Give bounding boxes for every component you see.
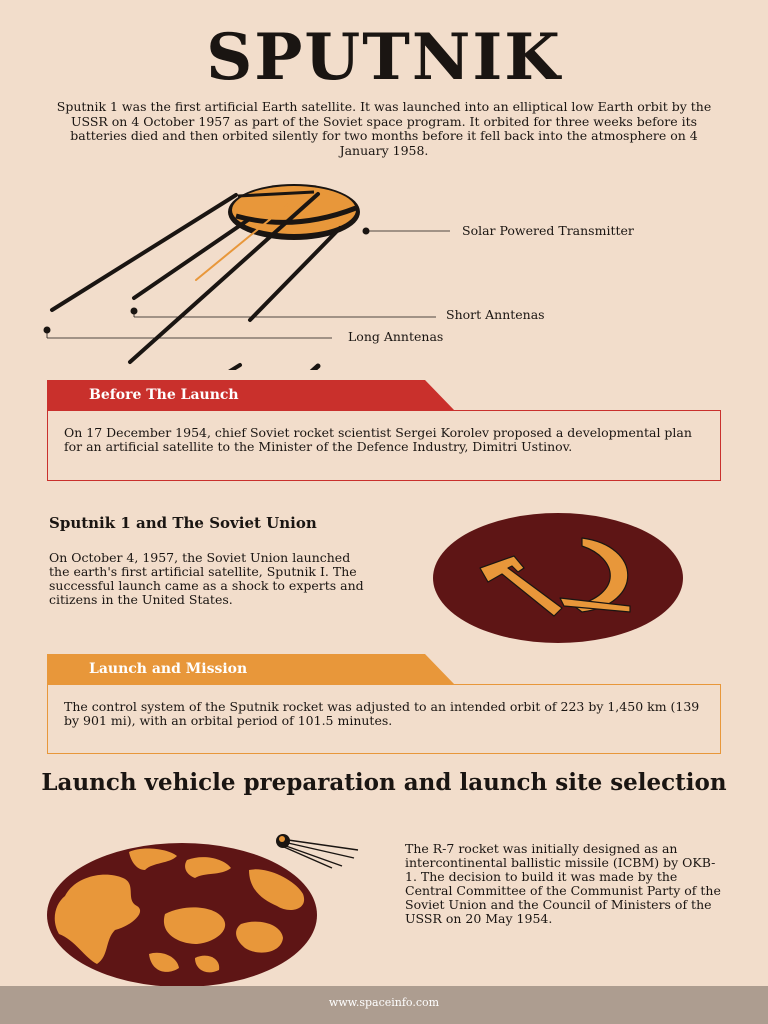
- hammer-and-sickle-icon: [432, 512, 684, 644]
- callout-long-line: [44, 327, 333, 339]
- callout-transmitter-line: [363, 228, 451, 235]
- intro-paragraph: Sputnik 1 was the first artificial Earth satellite. It was launched into an elliptical low Earth orbit by the USSR on 4 October 1957 as part of the Soviet space program. It orbited for three weeks before its batteries died and then orbited silently for two months before it fell back into the atmosphere on 4 January 1958.: [56, 99, 712, 158]
- label-short-antennas: Short Anntenas: [446, 307, 545, 322]
- launch-vehicle-text: The R-7 rocket was initially designed as an intercontinental ballistic missile (ICBM) by OKB-1. The decision to build it was made by the Central Committee of the Communist Party of the Soviet Union and the Council of Ministers of the USSR on 20 May 1954.: [405, 841, 721, 926]
- satellite-sphere-icon: [228, 184, 360, 240]
- before-launch-text: On 17 December 1954, chief Soviet rocket scientist Sergei Korolev proposed a developmental plan for an artificial satellite to the Minister of the Defence Industry, Dimitri Ustinov.: [64, 425, 692, 454]
- footer-website-link[interactable]: www.spaceinfo.com: [328, 996, 440, 1009]
- before-launch-heading: Before The Launch: [89, 387, 239, 403]
- footer-bar: [0, 986, 768, 1024]
- soviet-union-heading: Sputnik 1 and The Soviet Union: [49, 514, 317, 532]
- callout-short-line: [131, 308, 437, 318]
- launch-mission-heading: Launch and Mission: [89, 661, 248, 677]
- label-transmitter: Solar Powered Transmitter: [462, 223, 634, 238]
- launch-mission-text: The control system of the Sputnik rocket was adjusted to an intended orbit of 223 by 1,450 km (139 by 901 mi), with an orbital period of 101.5 minutes.: [64, 699, 700, 728]
- soviet-union-text: On October 4, 1957, the Soviet Union launched the earth's first artificial satellite, Sputnik I. The successful launch came as a shock to experts and citizens in the United States.: [49, 550, 364, 607]
- before-launch-box: [47, 410, 721, 481]
- launch-mission-box: [47, 684, 721, 754]
- page-title: SPUTNIK: [206, 20, 562, 95]
- launch-vehicle-heading: Launch vehicle preparation and launch site selection: [41, 769, 727, 796]
- satellite-antennas: [50, 362, 336, 370]
- label-long-antennas: Long Anntenas: [348, 329, 444, 344]
- earth-globe-icon: [45, 840, 319, 990]
